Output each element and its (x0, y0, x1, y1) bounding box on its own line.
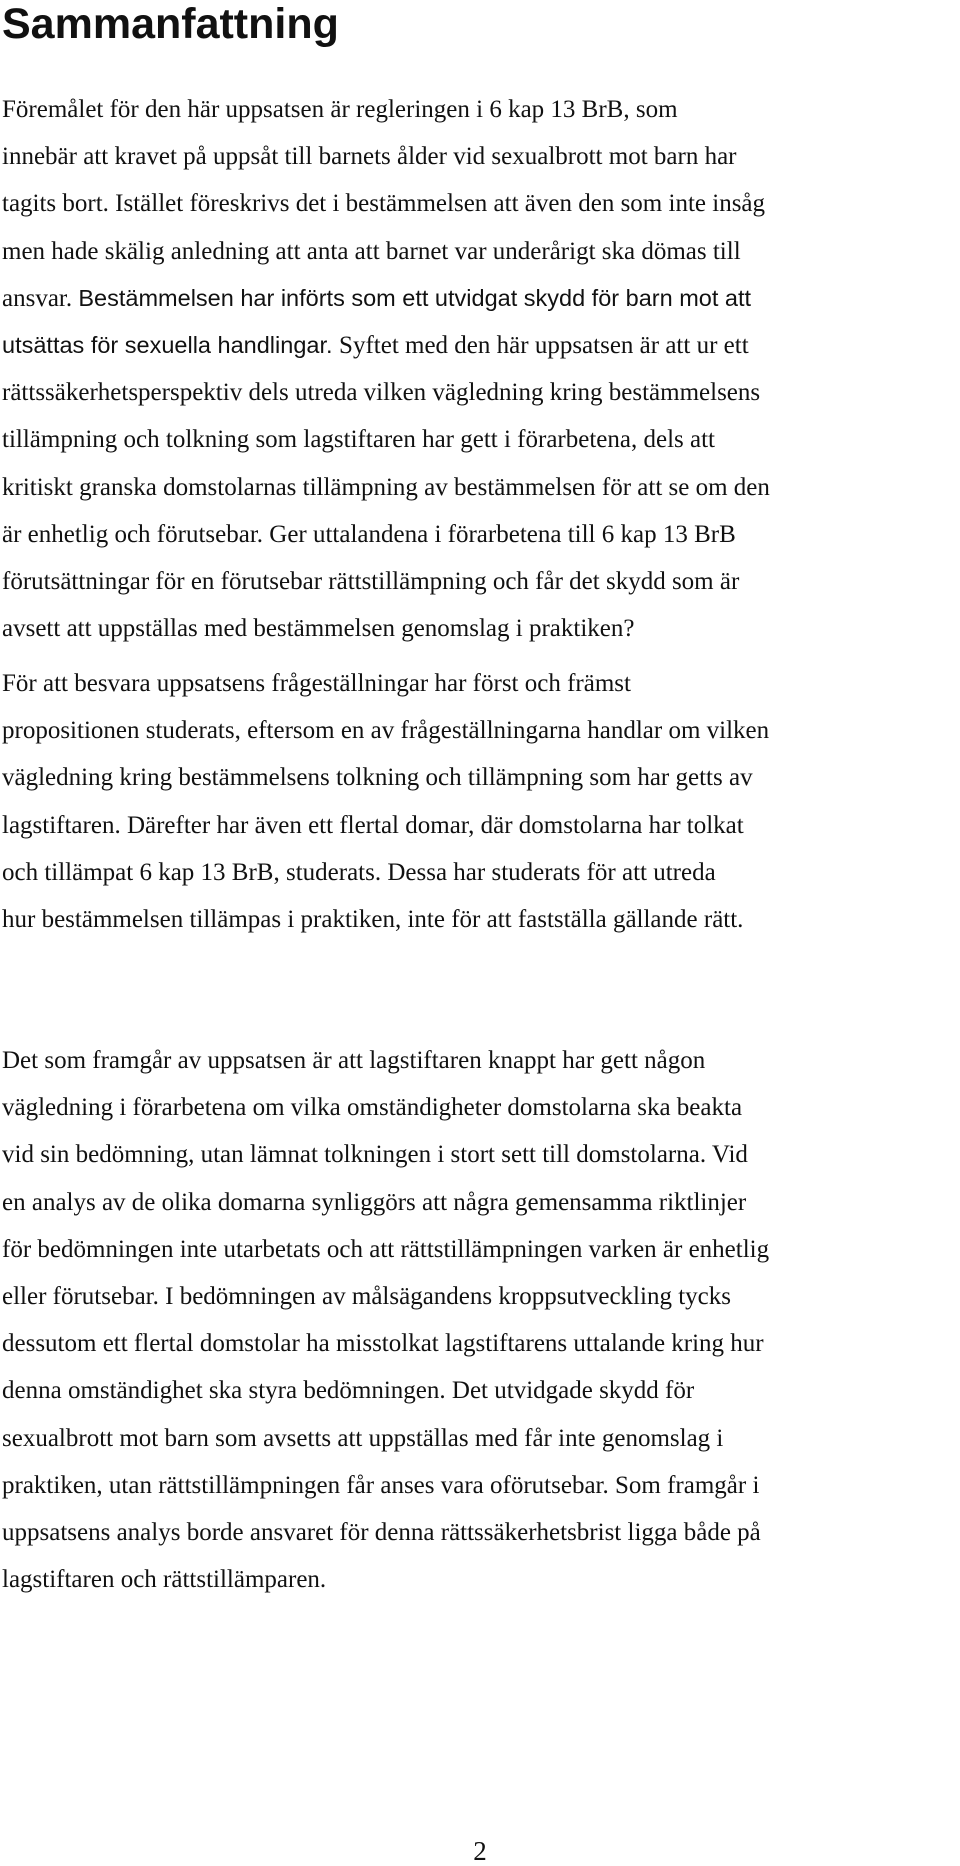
text-line (2, 416, 960, 463)
text-segment: eller förutsebar. I bedömningen av målsägandens kroppsutveckling tycks (2, 1282, 731, 1310)
text-line (2, 1320, 960, 1367)
text-segment: vägledning kring bestämmelsens tolkning och tillämpning som har getts av (2, 764, 753, 792)
text-segment: sexualbrott mot barn som avsetts att uppställas med får inte genomslag i (2, 1424, 724, 1452)
text-line (2, 660, 960, 707)
text-segment: lagstiftaren. Därefter har även ett flertal domar, där domstolarna har tolkat (2, 811, 744, 839)
text-segment: rättssäkerhetsperspektiv dels utreda vilken vägledning kring bestämmelsens (2, 379, 761, 407)
text-line (2, 133, 960, 180)
text-line (2, 1273, 960, 1320)
text-line (2, 1226, 960, 1273)
text-line (2, 1462, 960, 1509)
text-line (2, 1367, 960, 1414)
text-segment: vägledning i förarbetena om vilka omständigheter domstolarna ska beakta (2, 1094, 743, 1122)
text-segment: ansvar. (2, 284, 79, 312)
text-segment: Föremålet för den här uppsatsen är regleringen i 6 kap 13 BrB, som (2, 96, 678, 123)
text-segment: För att besvara uppsatsens frågeställningar har först och främst (2, 670, 631, 697)
text-line (2, 322, 960, 369)
text-segment: avsett att uppställas med bestämmelsen genomslag i praktiken? (2, 615, 635, 643)
text-segment: praktiken, utan rättstillämpningen får anses vara oförutsebar. Som framgår i (2, 1471, 760, 1499)
text-line (2, 1037, 960, 1084)
text-line (2, 896, 960, 943)
text-line (2, 605, 960, 652)
text-segment: men hade skälig anledning att anta att barnet var underårigt ska dömas till (2, 237, 741, 265)
text-line (2, 1179, 960, 1226)
text-line (2, 275, 960, 322)
text-line (2, 86, 960, 133)
text-line (2, 1084, 960, 1131)
text-segment: är enhetlig och förutsebar. Ger uttalandena i förarbetena till 6 kap 13 BrB (2, 520, 736, 548)
text-segment: utsättas för sexuella handlingar. (2, 331, 340, 358)
text-segment: och tillämpat 6 kap 13 BrB, studerats. Dessa har studerats för att utreda (2, 858, 716, 886)
text-line (2, 1131, 960, 1178)
summary-paragraph-1 (2, 86, 960, 652)
text-segment: för bedömningen inte utarbetats och att rättstillämpningen varken är enhetlig (2, 1235, 770, 1263)
text-line (2, 464, 960, 511)
text-segment: innebär att kravet på uppsåt till barnets ålder vid sexualbrott mot barn har (2, 143, 737, 171)
page-title: Sammanfattning (2, 0, 339, 48)
text-line (2, 754, 960, 801)
text-line (2, 369, 960, 416)
text-line (2, 1556, 960, 1603)
text-segment: denna omständighet ska styra bedömningen. Det utvidgade skydd för (2, 1377, 695, 1405)
text-segment: en analys av de olika domarna synliggörs att några gemensamma riktlinjer (2, 1188, 747, 1216)
text-line (2, 1415, 960, 1462)
text-segment: tillämpning och tolkning som lagstiftaren har gett i förarbetena, dels att (2, 426, 716, 454)
text-segment: tagits bort. Istället föreskrivs det i bestämmelsen att även den som inte insåg (2, 190, 766, 218)
text-segment: Det som framgår av uppsatsen är att lagstiftaren knappt har gett någon (2, 1047, 706, 1074)
text-segment: vid sin bedömning, utan lämnat tolkningen i stort sett till domstolarna. Vid (2, 1141, 748, 1169)
text-segment: propositionen studerats, eftersom en av frågeställningarna handlar om vilken (2, 717, 770, 745)
text-line (2, 802, 960, 849)
text-line (2, 558, 960, 605)
text-line (2, 707, 960, 754)
text-line (2, 1509, 960, 1556)
text-segment: Bestämmelsen har införts som ett utvidgat skydd för barn mot att (78, 284, 752, 311)
text-line (2, 849, 960, 896)
text-line (2, 180, 960, 227)
text-segment: dessutom ett flertal domstolar ha misstolkat lagstiftarens uttalande kring hur (2, 1330, 764, 1358)
text-segment: förutsättningar för en förutsebar rättstillämpning och får det skydd som är (2, 567, 740, 595)
text-line (2, 511, 960, 558)
page-number: 2 (473, 1836, 487, 1866)
text-segment: lagstiftaren och rättstillämparen. (2, 1566, 327, 1594)
summary-paragraph-2 (2, 660, 960, 943)
text-segment: kritiskt granska domstolarnas tillämpning av bestämmelsen för att se om den (2, 473, 770, 501)
text-segment: hur bestämmelsen tillämpas i praktiken, inte för att fastställa gällande rätt. (2, 905, 744, 933)
summary-paragraph-3 (2, 1037, 960, 1603)
text-line (2, 228, 960, 275)
text-segment: uppsatsens analys borde ansvaret för denna rättssäkerhetsbrist ligga både på (2, 1518, 761, 1546)
text-segment: Syftet med den här uppsatsen är att ur ett (339, 331, 749, 359)
